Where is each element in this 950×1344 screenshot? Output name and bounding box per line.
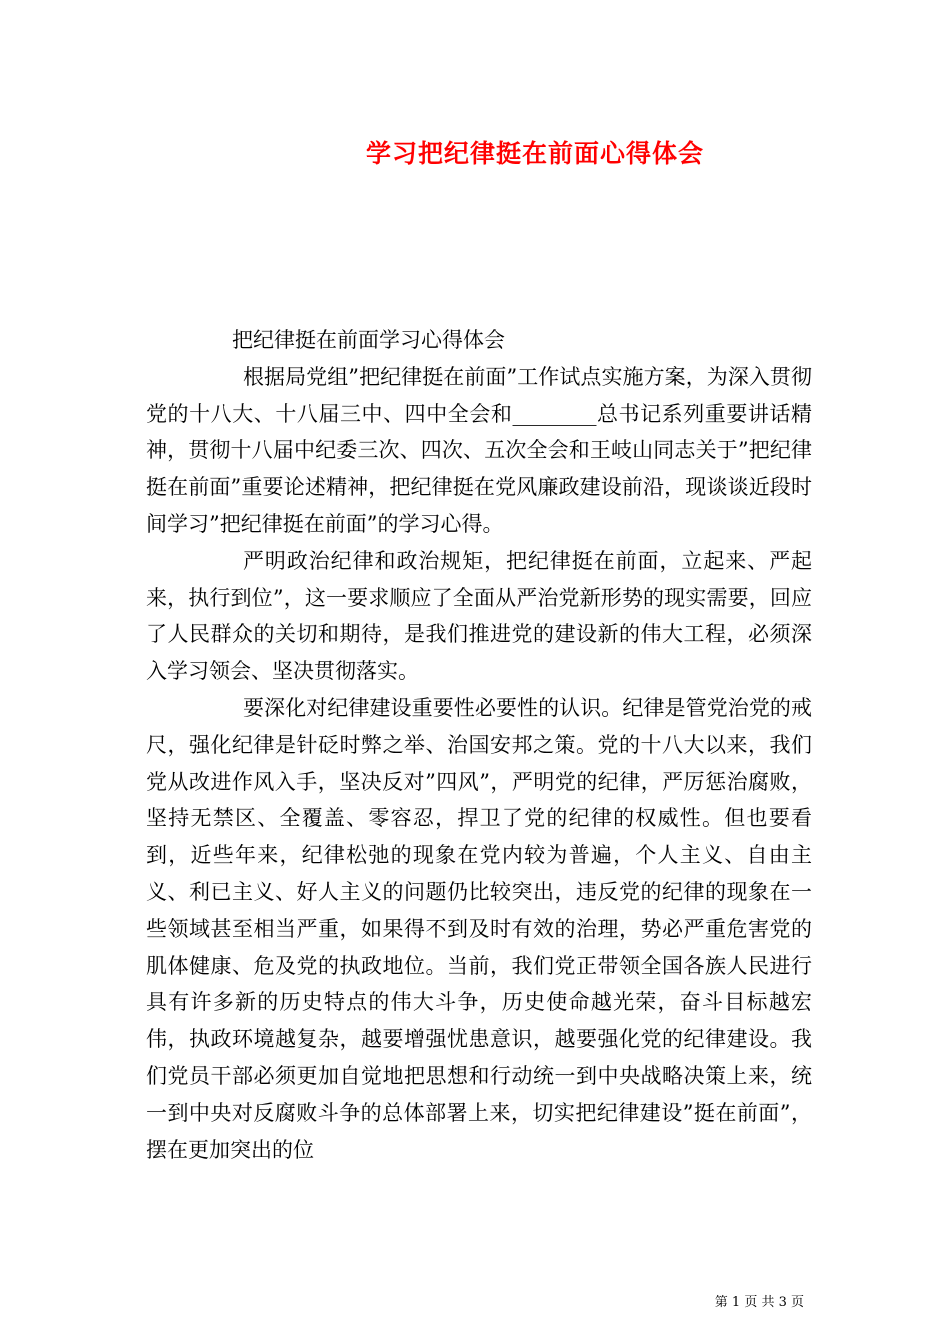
paragraph: 严明政治纪律和政治规矩，把纪律挺在前面，立起来、严起来，执行到位”，这一要求顺应了全面从严治党新形势的现实需要，回应了人民群众的关切和期待，是我们推进党的建设新的伟大工程，必须深入学习领会、坚决贯彻落实。 (146, 548, 812, 684)
document-body (146, 322, 812, 1168)
document-title: 学习把纪律挺在前面心得体会 (365, 139, 704, 168)
paragraph: 要深化对纪律建设重要性必要性的认识。纪律是管党治党的戒尺，强化纪律是针砭时弊之举、治国安邦之策。党的十八大以来，我们党从改进作风入手，坚决反对”四风”，严明党的纪律，严厉惩治腐败，坚持无禁区、全覆盖、零容忍，捍卫了党的纪律的权威性。但也要看到，近些年来，纪律松弛的现象在党内较为普遍，个人主义、自由主义、利已主义、好人主义的问题仍比较突出，违反党的纪律的现象在一些领域甚至相当严重，如果得不到及时有效的治理，势必严重危害党的肌体健康、危及党的执政地位。当前，我们党正带领全国各族人民进行具有许多新的历史特点的伟大斗争，历史使命越光荣，奋斗目标越宏伟，执政环境越复杂，越要增强忧患意识，越要强化党的纪律建设。我们党员干部必须更加自觉地把思想和行动统一到中央战略决策上来，统一到中央对反腐败斗争的总体部署上来，切实把纪律建设”挺在前面”，摆在更加突出的位 (146, 695, 812, 1162)
page-number-footer: 第 1 页 共 3 页 (714, 1295, 804, 1310)
document-subtitle: 把纪律挺在前面学习心得体会 (232, 328, 505, 352)
paragraph: 根据局党组”把纪律挺在前面”工作试点实施方案，为深入贯彻党的十八大、十八届三中、四中全会和________总书记系列重要讲话精神，贯彻十八届中纪委三次、四次、五次全会和王岐山同志关于”把纪律挺在前面”重要论述精神，把纪律挺在党风廉政建设前沿，现谈谈近段时间学习”把纪律挺在前面”的学习心得。 (146, 364, 812, 536)
